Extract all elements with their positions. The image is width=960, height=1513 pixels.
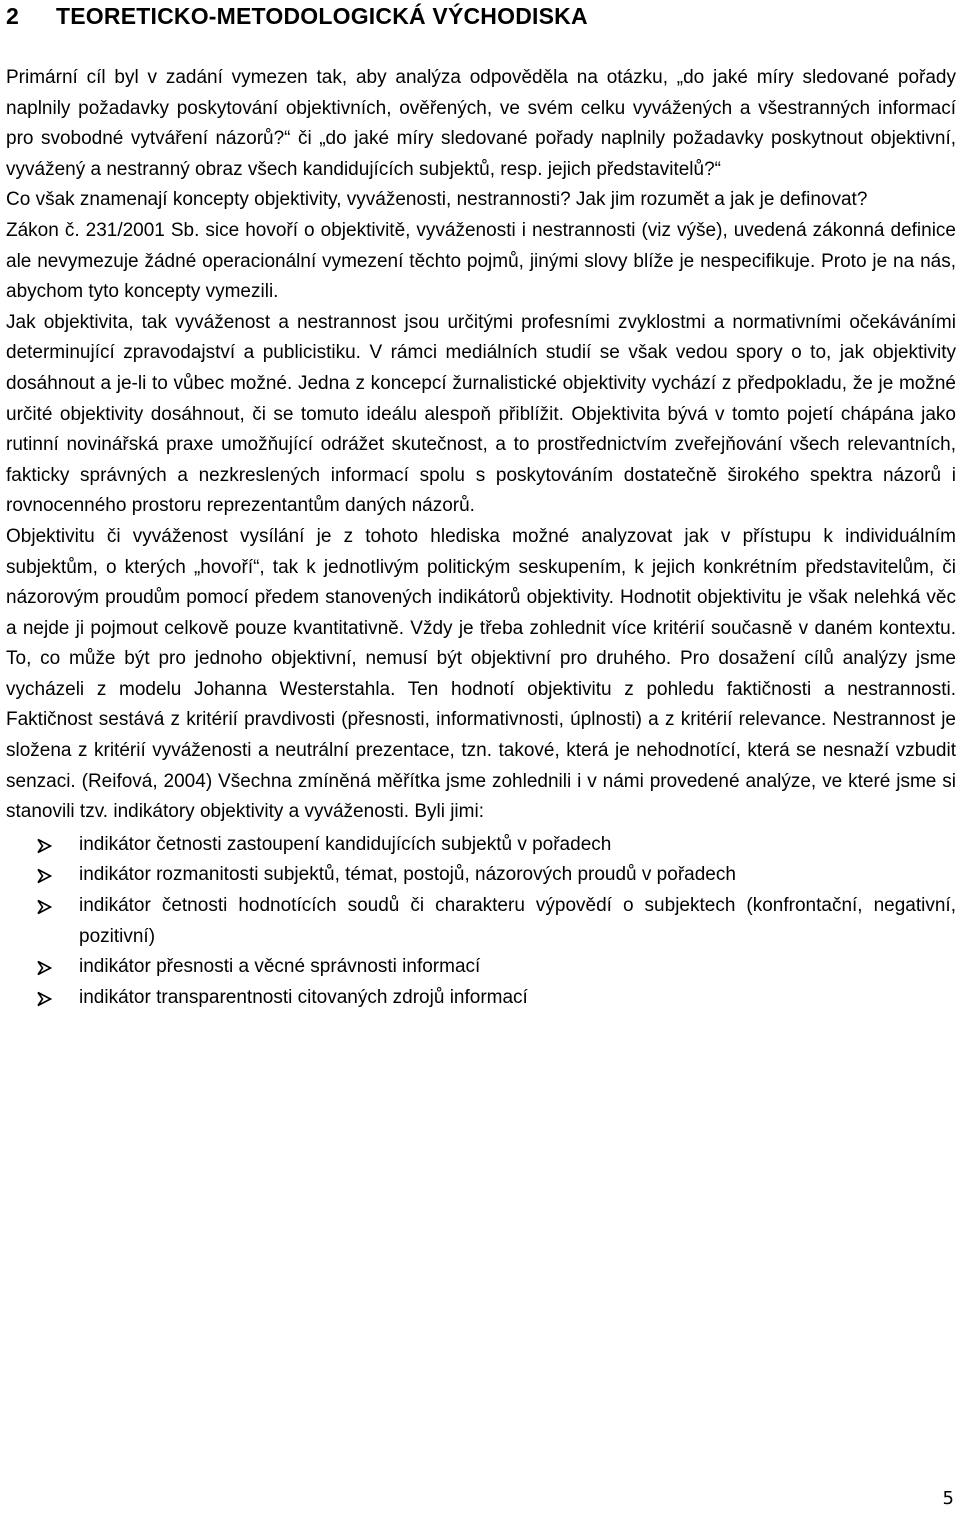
arrowhead-bullet-icon: [36, 991, 52, 1007]
document-body: [6, 63, 956, 1013]
page-number: 5: [942, 1488, 954, 1509]
list-item: [6, 891, 956, 952]
paragraph-objectivity: Jak objektivita, tak vyváženost a nestrannost jsou určitými profesními zvyklostmi a normativními očekáváními determinující zpravodajství a publicistiku. V rámci mediálních studií se však vedou spory o to, jak objektivity dosáhnout a je-li to vůbec možné. Jedna z koncepcí žurnalistické objektivity vychází z předpokladu, že je možné určité objektivity dosáhnout, či se tomuto ideálu alespoň přiblížit. Objektivita bývá v tomto pojetí chápána jako rutinní novinářská praxe umožňující odrážet skutečnost, a to prostřednictvím zveřejňování všech relevantních, fakticky správných a nezkreslených informací spolu s poskytováním dostatečně širokého spektra názorů i rovnocenného prostoru reprezentantům daných názorů.: [6, 311, 956, 517]
list-item: [6, 860, 956, 891]
section-number: 2: [6, 3, 19, 29]
arrowhead-bullet-icon: [36, 899, 52, 915]
list-item: [6, 830, 956, 861]
list-item-text: indikátor transparentnosti citovaných zdrojů informací: [79, 986, 528, 1008]
list-item-text: indikátor četnosti hodnotících soudů či charakteru výpovědí o subjektech (konfrontační, negativní, pozitivní): [79, 895, 956, 947]
paragraph-indicators: Objektivitu či vyváženost vysílání je z tohoto hlediska možné analyzovat jak v přístupu k individuálním subjektům, o kterých „hovoří“, tak k jednotlivým politickým seskupením, k jejich konkrétním představitelům, či názorovým proudům pomocí předem stanovených indikátorů objektivity. Hodnotit objektivitu je však nelehká věc a nejde ji pojmout celkově pouze kvantitativně. Vždy je třeba zohlednit více kritérií současně v daném kontextu. To, co může být pro jednoho objektivní, nemusí být objektivní pro druhého. Pro dosažení cílů analýzy jsme vycházeli z modelu Johanna Westerstahla. Ten hodnotí objektivitu z pohledu faktičnosti a nestrannosti. Faktičnost sestává z kritérií pravdivosti (přesnosti, informativnosti, úplnosti) a z kritérií relevance. Nestrannost je složena z kritérií vyváženosti a neutrální prezentace, tzn. takové, která je nehodnotící, která se nesnaží vzbudit senzaci. (Reifová, 2004) Všechna zmíněná měřítka jsme zohlednili i v námi provedené analýze, ve které jsme si stanovili tzv. indikátory objektivity a vyváženosti. Byli jimi:: [6, 525, 956, 823]
list-item: [6, 952, 956, 983]
list-item-text: indikátor rozmanitosti subjektů, témat, postojů, názorových proudů v pořadech: [79, 864, 736, 886]
arrowhead-bullet-icon: [36, 868, 52, 884]
list-item-text: indikátor přesnosti a věcné správnosti informací: [79, 956, 481, 978]
arrowhead-bullet-icon: [36, 838, 52, 854]
document-page: [6, 0, 956, 1013]
paragraph-primary-goal: Primární cíl byl v zadání vymezen tak, aby analýza odpověděla na otázku, „do jaké míry sledované pořady naplnily požadavky poskytování objektivních, ověřených, ve svém celku vyvážených a všestranných informací pro svobodné vytváření názorů?“ či „do jaké míry sledované pořady naplnily požadavky poskytnout objektivní, vyvážený a nestranný obraz všech kandidujících subjektů, resp. jejich představitelů?“: [6, 67, 956, 180]
paragraph-law: Zákon č. 231/2001 Sb. sice hovoří o objektivitě, vyváženosti i nestrannosti (viz výše), uvedená zákonná definice ale nevymezuje žádné operacionální vymezení těchto pojmů, jinými slovy blíže je nespecifikuje. Proto je na nás, abychom tyto koncepty vymezili.: [6, 219, 956, 303]
paragraph-question: Co však znamenají koncepty objektivity, vyváženosti, nestrannosti? Jak jim rozumět a jak je definovat?: [6, 189, 868, 211]
indicator-list: [6, 830, 956, 1014]
list-item-text: indikátor četnosti zastoupení kandidujících subjektů v pořadech: [79, 833, 612, 855]
section-heading: [6, 0, 956, 30]
list-item: [6, 983, 956, 1014]
section-title: TEORETICKO-METODOLOGICKÁ VÝCHODISKA: [56, 3, 588, 29]
arrowhead-bullet-icon: [36, 960, 52, 976]
